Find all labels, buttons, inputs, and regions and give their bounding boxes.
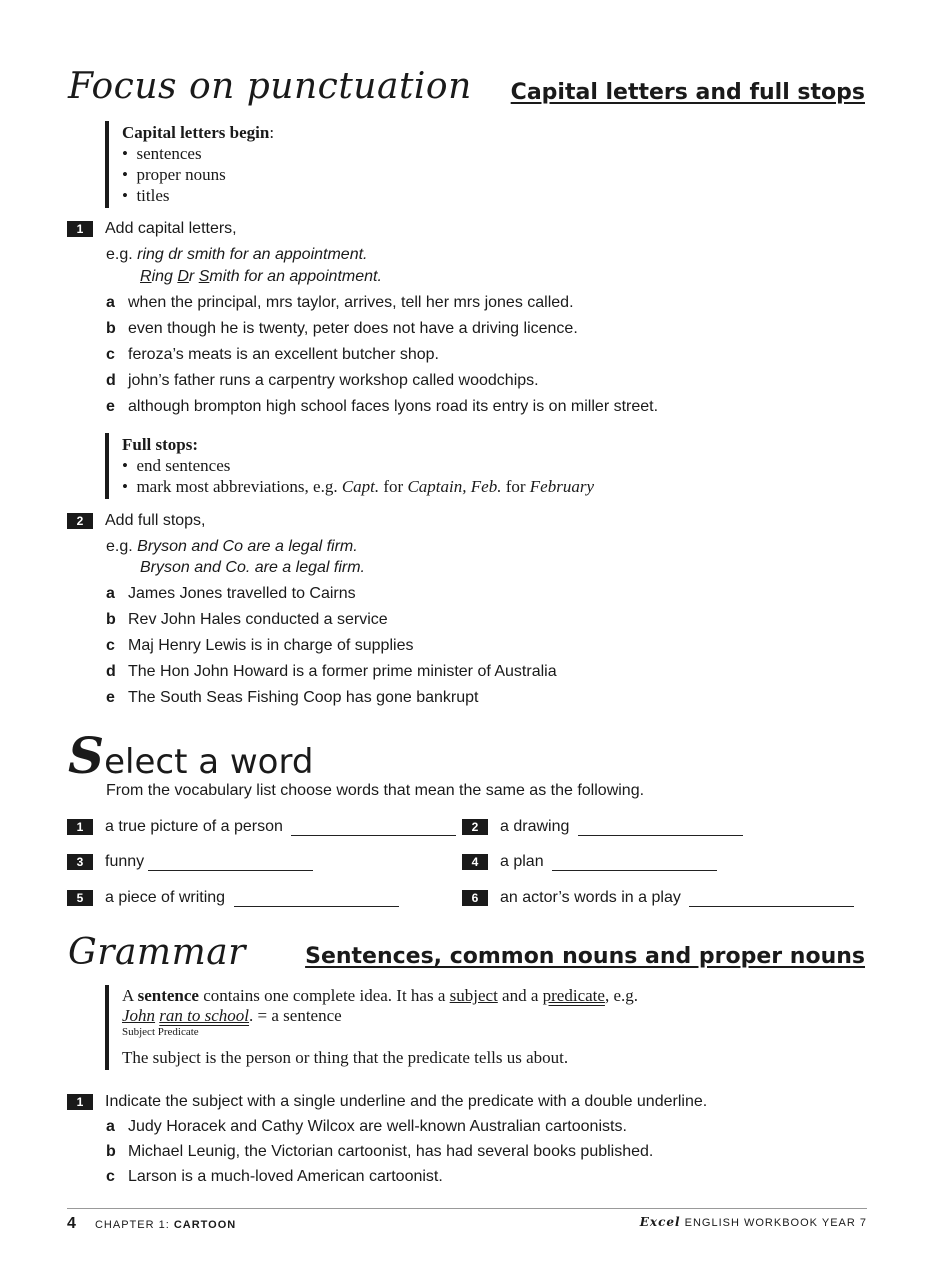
answer-line[interactable] bbox=[148, 858, 313, 871]
vocab-item: 3 funny bbox=[67, 853, 313, 871]
list-item: a Judy Horacek and Cathy Wilcox are well-known Australian cartoonists. bbox=[106, 1118, 627, 1135]
exercise-2-instruction: 2 Add full stops, bbox=[67, 512, 206, 530]
section-subtitle-nouns: Sentences, common nouns and proper nouns bbox=[305, 944, 865, 969]
chapter-label: CHAPTER 1: CARTOON bbox=[94, 1219, 237, 1231]
list-item: c Maj Henry Lewis is in charge of supplies bbox=[106, 637, 414, 654]
select-word-instruction: From the vocabulary list choose words that mean the same as the following. bbox=[106, 782, 645, 799]
list-item: b Rev John Hales conducted a service bbox=[106, 611, 388, 628]
list-item: e although brompton high school faces lyons road its entry is on miller street. bbox=[106, 398, 659, 415]
example: e.g. ring dr smith for an appointment. bbox=[106, 246, 368, 263]
vocab-item: 2 a drawing bbox=[462, 818, 743, 836]
section-subtitle-capitals: Capital letters and full stops bbox=[510, 80, 865, 105]
fullstops-heading: Full stops: bbox=[122, 435, 199, 454]
exercise-number: 1 bbox=[67, 221, 93, 237]
capitals-info-box: Capital letters begin: • sentences • proper nouns • titles bbox=[105, 121, 274, 208]
example-answer: Bryson and Co. are a legal firm. bbox=[140, 559, 365, 576]
section-title-select-a-word: Select a word bbox=[68, 726, 314, 785]
list-item: c feroza’s meats is an excellent butcher shop. bbox=[106, 346, 439, 363]
answer-line[interactable] bbox=[291, 823, 456, 836]
list-item: • sentences bbox=[122, 144, 202, 163]
page-number: 4 bbox=[67, 1215, 77, 1232]
answer-line[interactable] bbox=[578, 823, 743, 836]
example: e.g. Bryson and Co are a legal firm. bbox=[106, 538, 358, 555]
vocab-item: 5 a piece of writing bbox=[67, 889, 399, 907]
section-title-grammar: Grammar bbox=[68, 932, 246, 973]
list-item: a when the principal, mrs taylor, arrives, tell her mrs jones called. bbox=[106, 294, 574, 311]
vocab-item: 4 a plan bbox=[462, 853, 717, 871]
capitals-heading: Capital letters begin bbox=[122, 123, 270, 142]
answer-line[interactable] bbox=[234, 894, 399, 907]
answer-line[interactable] bbox=[552, 858, 717, 871]
answer-line[interactable] bbox=[689, 894, 854, 907]
list-item: • proper nouns bbox=[122, 165, 226, 184]
exercise-number: 2 bbox=[67, 513, 93, 529]
exercise-grammar-instruction: 1 Indicate the subject with a single underline and the predicate with a double underline. bbox=[67, 1093, 707, 1111]
list-item: d john’s father runs a carpentry workshop called woodchips. bbox=[106, 372, 539, 389]
book-title: Excel ENGLISH WORKBOOK YEAR 7 bbox=[639, 1215, 867, 1229]
vocab-item: 1 a true picture of a person bbox=[67, 818, 456, 836]
grammar-info-box: A sentence contains one complete idea. It has a subject and a predicate, e.g. John ran to school. = a sentence Subject Predicate The subject is the person or thing that the predicate tells us about. bbox=[105, 985, 825, 1070]
fullstops-info-box bbox=[105, 433, 594, 499]
page-footer bbox=[67, 1208, 867, 1233]
example-answer: Ring Dr Smith for an appointment. bbox=[140, 268, 382, 285]
list-item: • titles bbox=[122, 186, 170, 205]
exercise-number: 1 bbox=[67, 1094, 93, 1110]
vocab-item: 6 an actor’s words in a play bbox=[462, 889, 854, 907]
exercise-1-instruction: 1 Add capital letters, bbox=[67, 220, 237, 238]
list-item: e The South Seas Fishing Coop has gone bankrupt bbox=[106, 689, 479, 706]
list-item: b even though he is twenty, peter does not have a driving licence. bbox=[106, 320, 578, 337]
section-title-punctuation: Focus on punctuation bbox=[68, 66, 472, 107]
list-item: • mark most abbreviations, e.g. Capt. for Captain, Feb. for February bbox=[122, 477, 594, 496]
list-item: d The Hon John Howard is a former prime minister of Australia bbox=[106, 663, 557, 680]
list-item: c Larson is a much-loved American cartoonist. bbox=[106, 1168, 443, 1185]
list-item: b Michael Leunig, the Victorian cartoonist, has had several books published. bbox=[106, 1143, 654, 1160]
list-item: a James Jones travelled to Cairns bbox=[106, 585, 356, 602]
list-item: • end sentences bbox=[122, 456, 231, 475]
